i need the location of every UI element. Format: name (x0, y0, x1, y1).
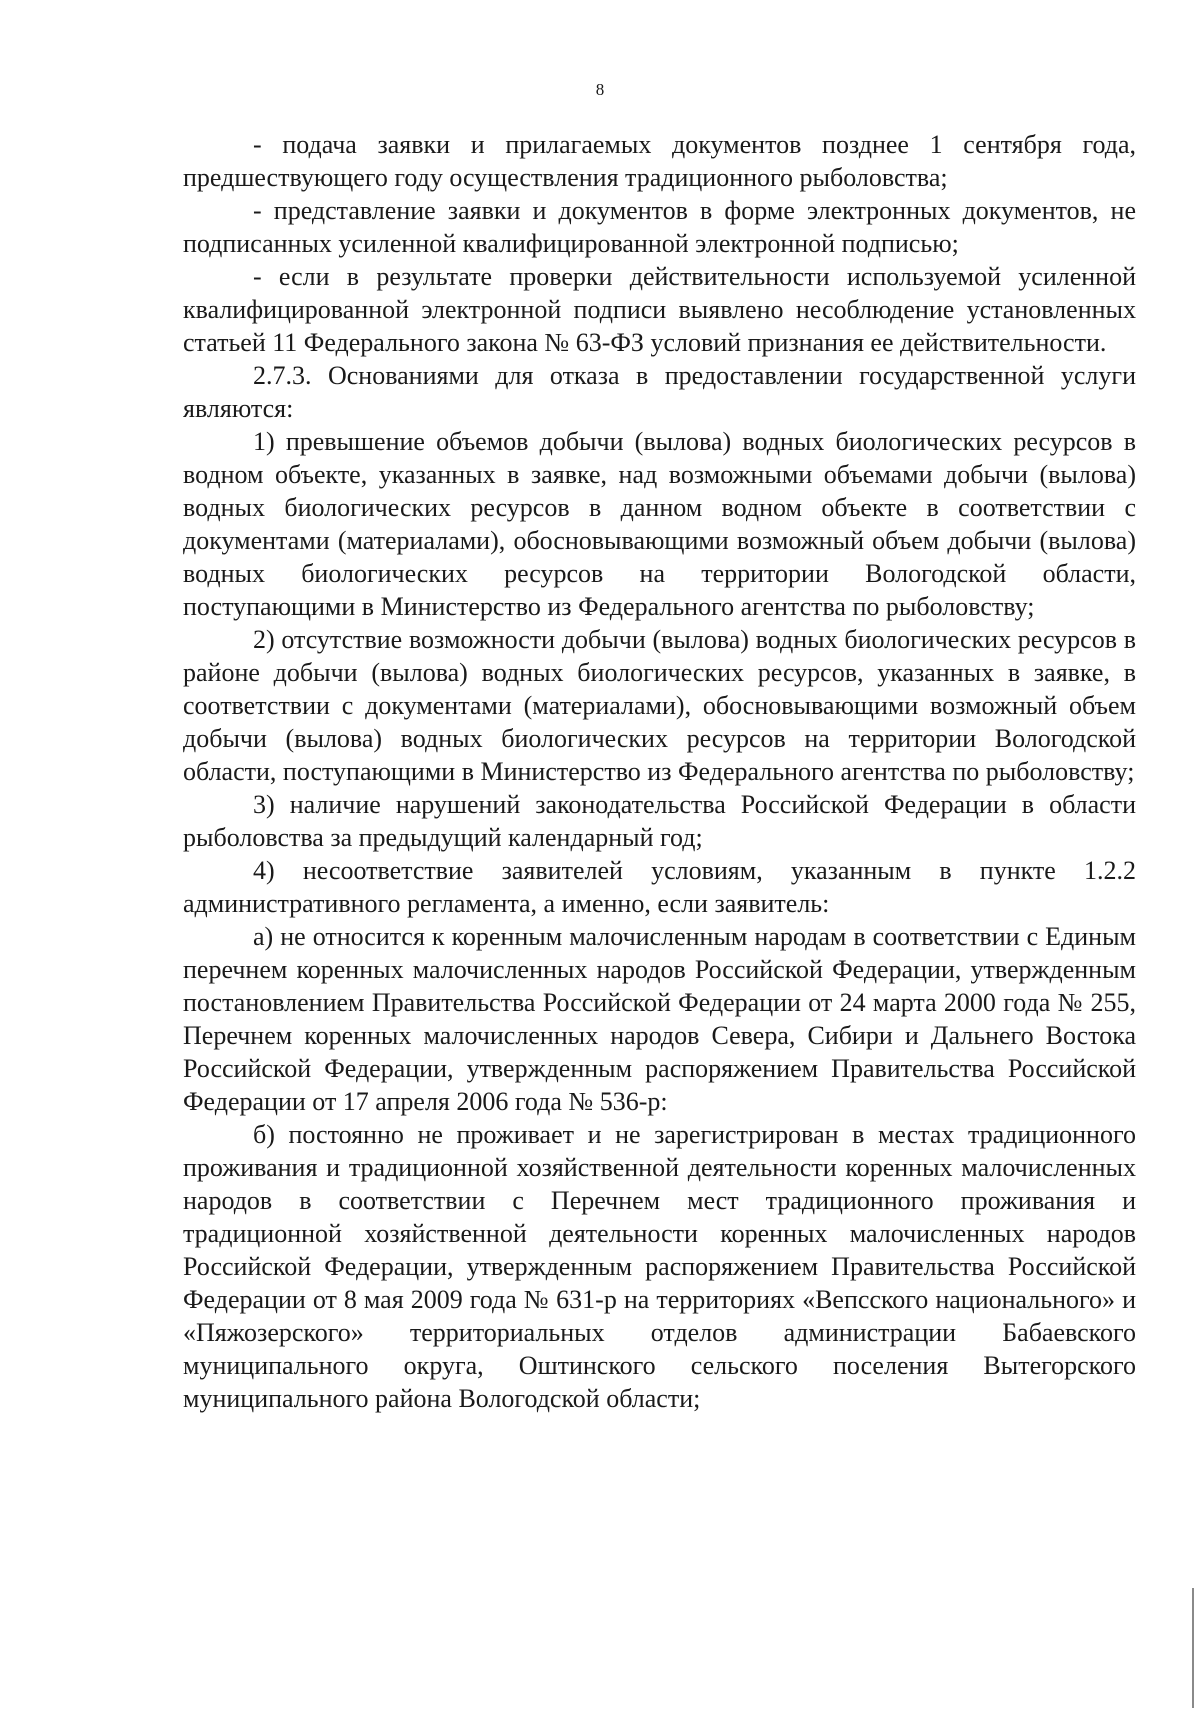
scan-edge-mark (1192, 1588, 1194, 1708)
paragraph-unsigned-documents: - представление заявки и документов в форме электронных документов, не подписанных усиленной квалифицированной электронной подписью; (183, 196, 1136, 258)
paragraph-refusal-item-3: 3) наличие нарушений законодательства Российской Федерации в области рыболовства за предыдущий календарный год; (183, 790, 1136, 852)
paragraph-refusal-item-1: 1) превышение объемов добычи (вылова) водных биологических ресурсов в водном объекте, указанных в заявке, над возможными объемами добычи (вылова) водных биологических ресурсов в данном водном объекте в соответствии с документами (материалами), обосновывающими возможный объем добычи (вылова) водных биологических ресурсов на территории Вологодской области, поступающими в Министерство из Федерального агентства по рыболовству; (183, 427, 1136, 621)
paragraph-signature-check: - если в результате проверки действительности используемой усиленной квалифицированной электронной подписи выявлено несоблюдение установленных статьей 11 Федерального закона № 63-ФЗ условий признания ее действительности. (183, 262, 1136, 357)
paragraph-late-submission: - подача заявки и прилагаемых документов позднее 1 сентября года, предшествующего году осуществления традиционного рыболовства; (183, 130, 1136, 192)
paragraph-refusal-grounds-heading: 2.7.3. Основаниями для отказа в предоставлении государственной услуги являются: (183, 361, 1136, 423)
paragraph-refusal-item-4: 4) несоответствие заявителей условиям, указанным в пункте 1.2.2 административного регламента, а именно, если заявитель: (183, 856, 1136, 918)
paragraph-subitem-a: а) не относится к коренным малочисленным народам в соответствии с Единым перечнем коренных малочисленных народов Российской Федерации, утвержденным постановлением Правительства Российской Федерации от 24 марта 2000 года № 255, Перечнем коренных малочисленных народов Севера, Сибири и Дальнего Востока Российской Федерации, утвержденным распоряжением Правительства Российской Федерации от 17 апреля 2006 года № 536-р: (183, 922, 1136, 1116)
paragraph-refusal-item-2: 2) отсутствие возможности добычи (вылова) водных биологических ресурсов в районе добычи (вылова) водных биологических ресурсов, указанных в заявке, в соответствии с документами (материалами), обосновывающими возможный объем добычи (вылова) водных биологических ресурсов на территории Вологодской области, поступающими в Министерство из Федерального агентства по рыболовству; (183, 625, 1136, 786)
paragraph-subitem-b: б) постоянно не проживает и не зарегистрирован в местах традиционного проживания и традиционной хозяйственной деятельности коренных малочисленных народов в соответствии с Перечнем мест традиционного проживания и традиционной хозяйственной деятельности коренных малочисленных народов Российской Федерации, утвержденным распоряжением Правительства Российской Федерации от 8 мая 2009 года № 631-р на территориях «Вепсского национального» и «Пяжозерского» территориальных отделов администрации Бабаевского муниципального округа, Оштинского сельского поселения Вытегорского муниципального района Вологодской области; (183, 1120, 1136, 1413)
document-body (183, 128, 1136, 1415)
page-number: 8 (595, 80, 605, 99)
